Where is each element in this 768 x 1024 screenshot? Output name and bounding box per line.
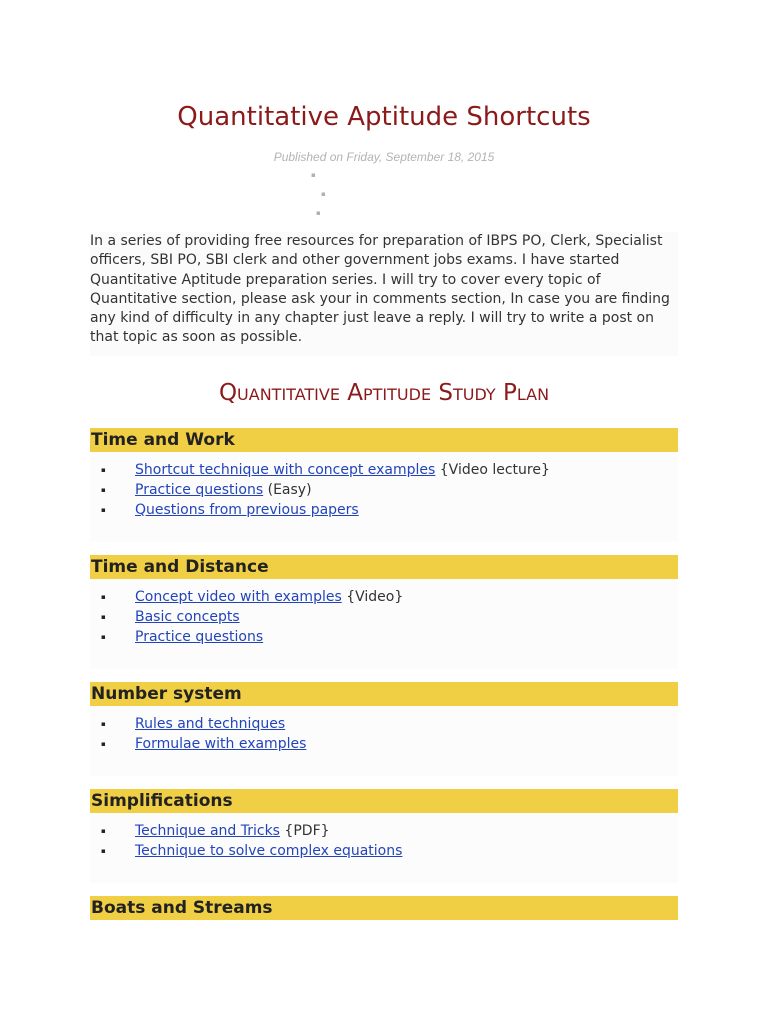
share-dot-icon[interactable]: ▪ [311, 171, 316, 179]
small-square-bullet-icon: ▪ [101, 466, 106, 474]
small-square-bullet-icon: ▪ [101, 593, 106, 601]
list-item [90, 460, 678, 480]
complex-equations-link[interactable]: Technique to solve complex equations [135, 843, 403, 859]
practice-questions-link[interactable]: Practice questions [135, 629, 264, 645]
small-square-bullet-icon: ▪ [101, 633, 106, 641]
share-dot-icon[interactable]: ▪ [316, 209, 321, 217]
intro-paragraph: In a series of providing free resources for preparation of IBPS PO, Clerk, Specialist officers, SBI PO, SBI clerk and other government jobs exams. I have started Quantitative Aptitude preparation series. I will try to cover every topic of Quantitative section, please ask your in comments section, In case you are finding any kind of difficulty in any chapter just leave a reply. I will try to write a post on that topic as soon as possible. [90, 232, 678, 356]
list-item [90, 480, 678, 500]
section-header-time-and-work: Time and Work [90, 428, 678, 452]
section-body-simplifications [90, 813, 678, 883]
item-suffix: {Video} [341, 589, 404, 605]
list-item [90, 821, 678, 841]
small-square-bullet-icon: ▪ [101, 847, 106, 855]
small-square-bullet-icon: ▪ [101, 613, 106, 621]
technique-tricks-link[interactable]: Technique and Tricks [135, 823, 280, 839]
page-title: Quantitative Aptitude Shortcuts [177, 102, 591, 132]
list-item [90, 500, 678, 520]
section-body-time-and-distance [90, 579, 678, 669]
small-square-bullet-icon: ▪ [101, 486, 106, 494]
small-square-bullet-icon: ▪ [101, 720, 106, 728]
formulae-examples-link[interactable]: Formulae with examples [135, 736, 307, 752]
previous-papers-link[interactable]: Questions from previous papers [135, 502, 359, 518]
rules-techniques-link[interactable]: Rules and techniques [135, 716, 286, 732]
list-item [90, 841, 678, 861]
concept-video-link[interactable]: Concept video with examples [135, 589, 342, 605]
list-item [90, 714, 678, 734]
published-date: Published on Friday, September 18, 2015 [273, 150, 495, 164]
section-header-simplifications: Simplifications [90, 789, 678, 813]
share-dot-icon[interactable]: ▪ [321, 190, 326, 198]
section-body-time-and-work [90, 452, 678, 542]
list-item [90, 627, 678, 647]
study-plan-heading: Quantitative Aptitude Study Plan [218, 380, 550, 406]
small-square-bullet-icon: ▪ [101, 740, 106, 748]
shortcut-technique-link[interactable]: Shortcut technique with concept examples [135, 462, 436, 478]
list-item [90, 587, 678, 607]
item-suffix: {PDF} [279, 823, 330, 839]
item-suffix: (Easy) [263, 482, 312, 498]
list-item [90, 607, 678, 627]
list-item [90, 734, 678, 754]
small-square-bullet-icon: ▪ [101, 506, 106, 514]
item-suffix: {Video lecture} [435, 462, 550, 478]
section-body-number-system [90, 706, 678, 776]
section-header-time-and-distance: Time and Distance [90, 555, 678, 579]
section-header-number-system: Number system [90, 682, 678, 706]
small-square-bullet-icon: ▪ [101, 827, 106, 835]
practice-questions-link[interactable]: Practice questions [135, 482, 264, 498]
section-header-boats-and-streams: Boats and Streams [90, 896, 678, 920]
basic-concepts-link[interactable]: Basic concepts [135, 609, 240, 625]
